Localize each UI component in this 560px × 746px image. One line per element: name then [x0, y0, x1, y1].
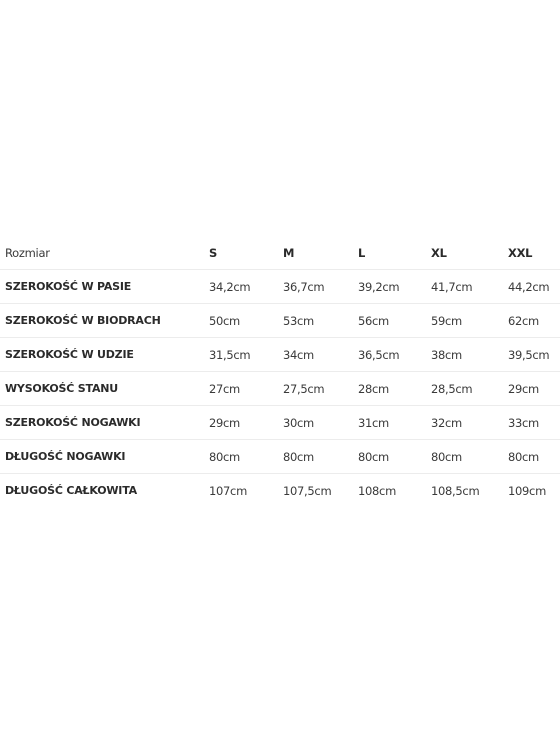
table-cell: 50cm: [209, 313, 240, 328]
table-cell: 80cm: [508, 449, 539, 464]
table-cell: 31cm: [358, 415, 389, 430]
row-label: SZEROKOŚĆ NOGAWKI: [5, 416, 141, 429]
size-header-l: L: [358, 245, 366, 260]
table-cell: 30cm: [283, 415, 314, 430]
table-cell: 32cm: [431, 415, 462, 430]
row-label: SZEROKOŚĆ W PASIE: [5, 280, 132, 293]
row-label: SZEROKOŚĆ W BIODRACH: [5, 314, 161, 327]
row-label: SZEROKOŚĆ W UDZIE: [5, 348, 134, 361]
table-cell: 28,5cm: [431, 381, 473, 396]
table-cell: 29cm: [508, 381, 539, 396]
table-cell: 41,7cm: [431, 279, 473, 294]
table-cell: 44,2cm: [508, 279, 550, 294]
table-cell: 80cm: [431, 449, 462, 464]
table-cell: 31,5cm: [209, 347, 251, 362]
size-header-m: M: [283, 245, 295, 260]
table-cell: 56cm: [358, 313, 389, 328]
table-cell: 109cm: [508, 483, 546, 498]
table-cell: 36,5cm: [358, 347, 400, 362]
table-cell: 59cm: [431, 313, 462, 328]
table-cell: 80cm: [283, 449, 314, 464]
table-row-inseam-length: [0, 440, 560, 474]
table-cell: 62cm: [508, 313, 539, 328]
row-label: WYSOKOŚĆ STANU: [5, 382, 119, 395]
table-cell: 34cm: [283, 347, 314, 362]
row-label: DŁUGOŚĆ NOGAWKI: [5, 450, 126, 463]
table-cell: 107,5cm: [283, 483, 332, 498]
table-cell: 107cm: [209, 483, 247, 498]
table-cell: 27,5cm: [283, 381, 325, 396]
table-cell: 29cm: [209, 415, 240, 430]
size-header-xl: XL: [431, 245, 447, 260]
size-chart-table: [0, 236, 560, 507]
size-header-s: S: [209, 245, 217, 260]
size-column-label: Rozmiar: [5, 245, 50, 260]
table-row-waist-width: [0, 270, 560, 304]
size-header-row: [0, 236, 560, 270]
table-row-total-length: [0, 474, 560, 508]
table-cell: 80cm: [358, 449, 389, 464]
table-cell: 27cm: [209, 381, 240, 396]
table-cell: 39,2cm: [358, 279, 400, 294]
table-row-leg-opening-width: [0, 406, 560, 440]
table-cell: 28cm: [358, 381, 389, 396]
table-row-thigh-width: [0, 338, 560, 372]
size-header-xxl: XXL: [508, 245, 533, 260]
table-cell: 33cm: [508, 415, 539, 430]
table-cell: 36,7cm: [283, 279, 325, 294]
table-cell: 80cm: [209, 449, 240, 464]
table-cell: 108,5cm: [431, 483, 480, 498]
row-label: DŁUGOŚĆ CAŁKOWITA: [5, 484, 137, 497]
table-cell: 39,5cm: [508, 347, 550, 362]
table-row-hip-width: [0, 304, 560, 338]
table-cell: 34,2cm: [209, 279, 251, 294]
table-cell: 108cm: [358, 483, 396, 498]
table-row-rise-height: [0, 372, 560, 406]
table-cell: 53cm: [283, 313, 314, 328]
table-cell: 38cm: [431, 347, 462, 362]
